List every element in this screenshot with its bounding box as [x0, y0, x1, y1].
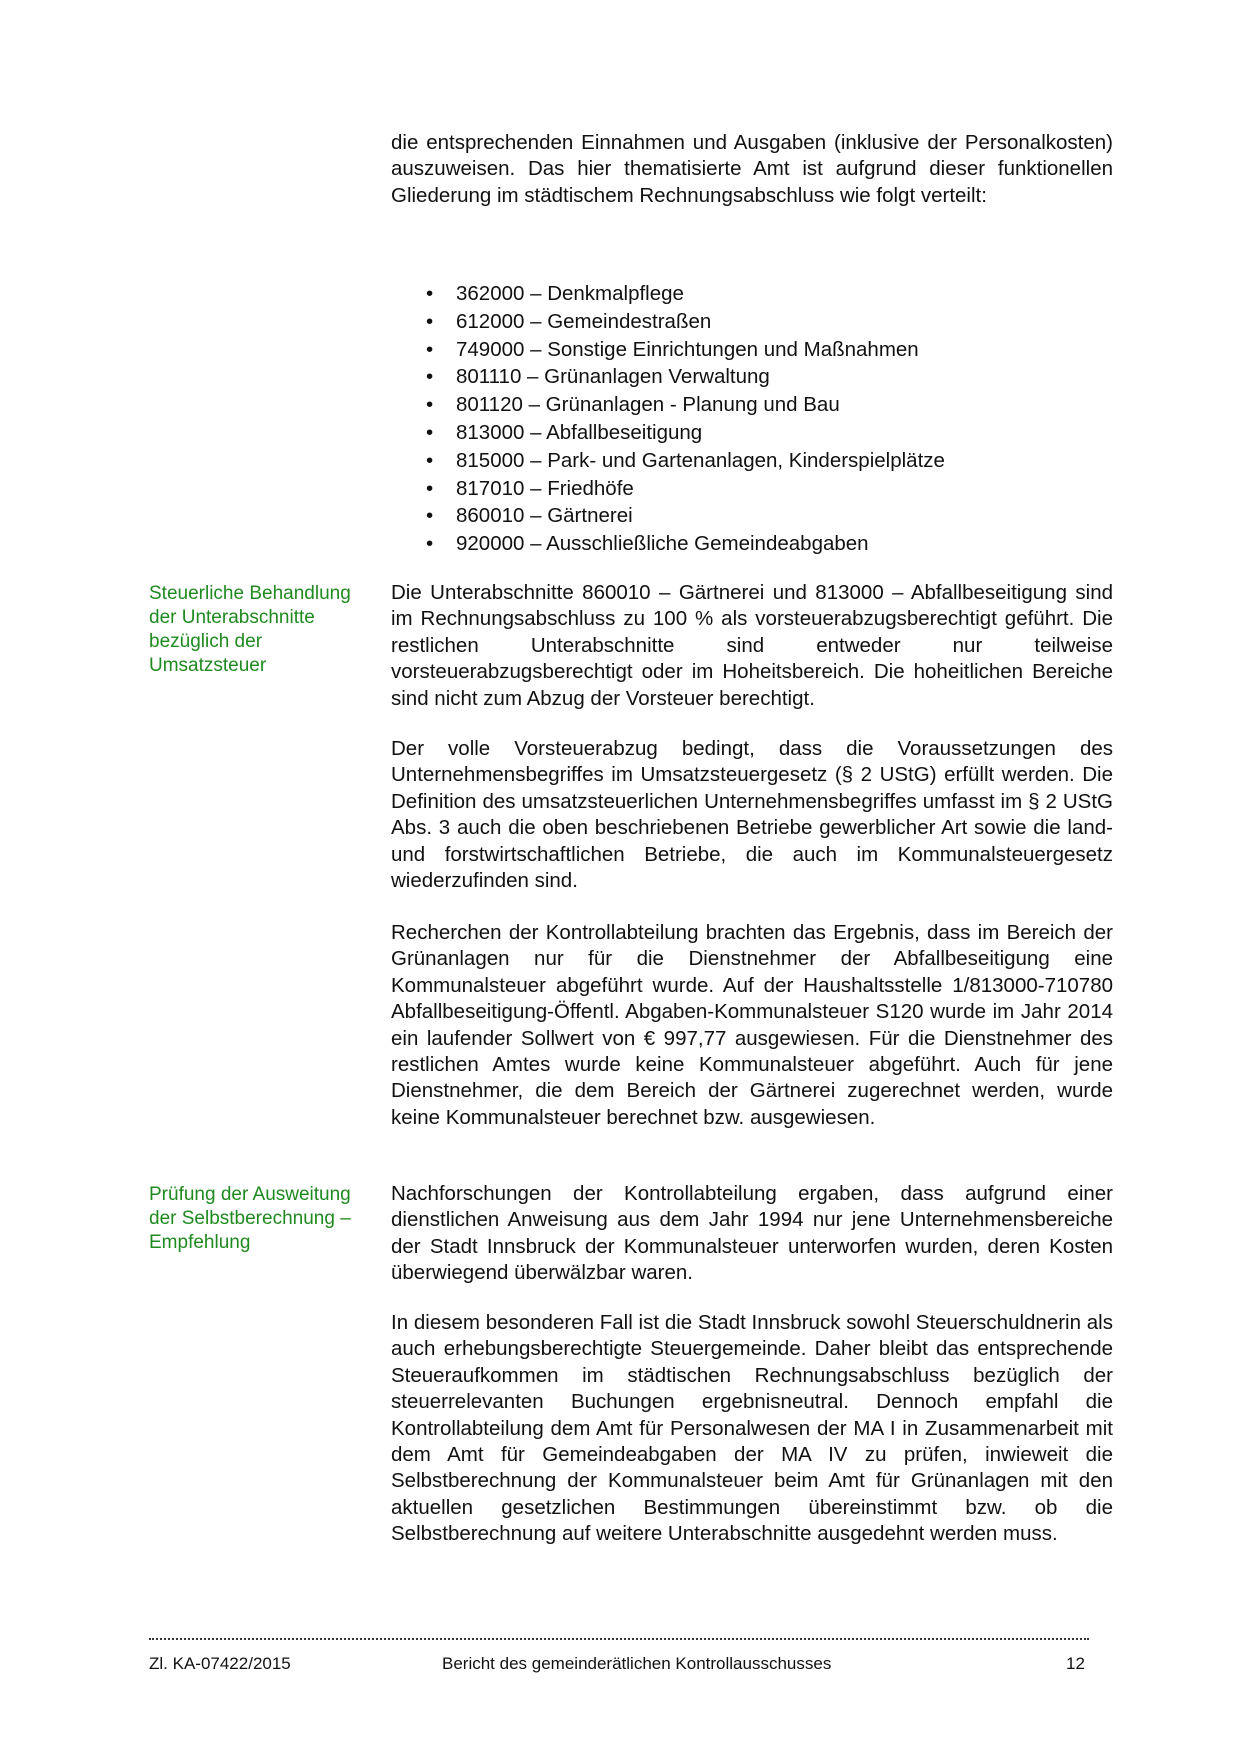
cost-unit-list: [426, 280, 945, 558]
footer-reference: Zl. KA-07422/2015: [149, 1654, 291, 1673]
list-item: • 362000 – Denkmalpflege: [426, 280, 945, 308]
footer-title: Bericht des gemeinderätlichen Kontrollausschusses: [442, 1654, 832, 1673]
review-paragraph-1-block: [391, 1181, 1113, 1287]
tax-paragraph-1-block: [391, 580, 1113, 712]
bullet-icon: •: [426, 476, 434, 500]
bullet-icon: •: [426, 420, 434, 444]
bullet-icon: •: [426, 448, 434, 472]
footer-divider: [149, 1638, 1089, 1640]
tax-paragraph-2-block: [391, 736, 1113, 894]
list-item: • 813000 – Abfallbeseitigung: [426, 419, 945, 447]
bullet-icon: •: [426, 365, 434, 389]
bullet-icon: •: [426, 309, 434, 333]
side-heading-tax-treatment: Steuerliche Behandlung der Unterabschnitte bezüglich der Umsatzsteuer: [149, 583, 351, 676]
review-paragraph-1: Nachforschungen der Kontrollabteilung ergaben, dass aufgrund einer dienstlichen Anweisung aus dem Jahr 1994 nur jene Unternehmensbereiche der Stadt Innsbruck der Kommunalsteuer unterworfen wurden, deren Kosten überwiegend überwälzbar waren.: [391, 1182, 1113, 1285]
list-item: • 815000 – Park- und Gartenanlagen, Kinderspielplätze: [426, 447, 945, 475]
bullet-icon: •: [426, 337, 434, 361]
tax-paragraph-1: Die Unterabschnitte 860010 – Gärtnerei und 813000 – Abfallbeseitigung sind im Rechnungsabschluss zu 100 % als vorsteuerabzugsberechtigt geführt. Die restlichen Unterabschnitte sind entweder nur teilweise vorsteuerabzugsberechtigt oder im Hoheitsbereich. Die hoheitlichen Bereiche sind nicht zum Abzug der Vorsteuer berechtigt.: [391, 581, 1113, 710]
list-item: • 860010 – Gärtnerei: [426, 502, 945, 530]
review-paragraph-2-block: [391, 1310, 1113, 1548]
list-item: • 801120 – Grünanlagen - Planung und Bau: [426, 391, 945, 419]
tax-paragraph-3: Recherchen der Kontrollabteilung brachten das Ergebnis, dass im Bereich der Grünanlagen nur für die Dienstnehmer der Abfallbeseitigung eine Kommunalsteuer abgeführt wurde. Auf der Haushaltsstelle 1/813000-710780 Abfallbeseitigung-Öffentl. Abgaben-Kommunalsteuer S120 wurde im Jahr 2014 ein laufender Sollwert von € 997,77 ausgewiesen. Für die Dienstnehmer des restlichen Amtes wurde keine Kommunalsteuer abgeführt. Auch für jene Dienstnehmer, die dem Bereich der Gärtnerei zugerechnet werden, wurde keine Kommunalsteuer berechnet bzw. ausgewiesen.: [391, 921, 1113, 1129]
footer-page-number: 12: [1066, 1654, 1085, 1673]
bullet-icon: •: [426, 504, 434, 528]
list-item: • 920000 – Ausschließliche Gemeindeabgaben: [426, 530, 945, 558]
tax-paragraph-2: Der volle Vorsteuerabzug bedingt, dass die Voraussetzungen des Unternehmensbegriffes im Umsatzsteuergesetz (§ 2 UStG) erfüllt werden. Die Definition des umsatzsteuerlichen Unternehmensbegriffes umfasst im § 2 UStG Abs. 3 auch die oben beschriebenen Betriebe gewerblicher Art sowie die land- und forstwirtschaftlichen Betriebe, die auch im Kommunalsteuergesetz wiederzufinden sind.: [391, 737, 1113, 893]
list-item: • 749000 – Sonstige Einrichtungen und Maßnahmen: [426, 336, 945, 364]
list-item: • 612000 – Gemeindestraßen: [426, 308, 945, 336]
bullet-icon: •: [426, 282, 434, 305]
list-item: • 817010 – Friedhöfe: [426, 475, 945, 503]
intro-paragraph: die entsprechenden Einnahmen und Ausgaben (inklusive der Personalkosten) auszuweisen. Das hier thematisierte Amt ist aufgrund dieser funktionellen Gliederung im städtischem Rechnungsabschluss wie folgt verteilt:: [391, 131, 1113, 207]
bullet-icon: •: [426, 532, 434, 556]
list-item: • 801110 – Grünanlagen Verwaltung: [426, 363, 945, 391]
bullet-icon: •: [426, 393, 434, 417]
tax-paragraph-3-block: [391, 920, 1113, 1131]
side-heading-review: Prüfung der Ausweitung der Selbstberechnung – Empfehlung: [149, 1184, 351, 1253]
review-paragraph-2: In diesem besonderen Fall ist die Stadt Innsbruck sowohl Steuerschuldnerin als auch erhebungsberechtigte Steuergemeinde. Daher bleibt das entsprechende Steueraufkommen im städtischen Rechnungsabschluss bezüglich der steuerrelevanten Buchungen ergebnisneutral. Dennoch empfahl die Kontrollabteilung dem Amt für Personalwesen der MA I in Zusammenarbeit mit dem Amt für Gemeindeabgaben der MA IV zu prüfen, inwieweit die Selbstberechnung der Kommunalsteuer beim Amt für Grünanlagen mit den aktuellen gesetzlichen Bestimmungen übereinstimmt bzw. ob die Selbstberechnung auf weitere Unterabschnitte ausgedehnt werden muss.: [391, 1311, 1113, 1546]
intro-block: [391, 130, 1113, 209]
